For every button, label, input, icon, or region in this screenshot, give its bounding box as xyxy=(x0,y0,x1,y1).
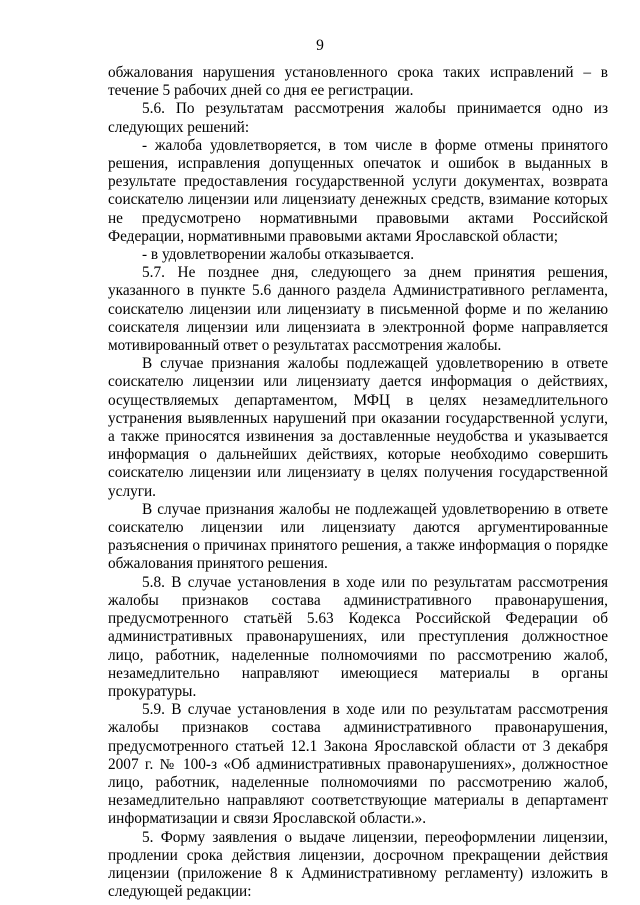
paragraph-complaint-rejected: В случае признания жалобы не подлежащей удовлетворению в ответе соискателю лицензии или лицензиату даются аргументированные разъяснения о причинах принятого решения, а также информация о порядке обжалования принятого решения. xyxy=(108,500,608,573)
paragraph-5-9: 5.9. В случае установления в ходе или по результатам рассмотрения жалобы признаков состава административного правонарушения, предусмотренного статьей 12.1 Закона Ярославской области от 3 декабря 2007 г. № 100-з «Об административных правонарушениях», должностное лицо, работник, наделенные полномочиями по рассмотрению жалоб, незамедлительно направляют соответствующие материалы в департамент информатизации и связи Ярославской области.». xyxy=(108,701,608,828)
document-body xyxy=(108,64,608,901)
paragraph-5-6: 5.6. По результатам рассмотрения жалобы принимается одно из следующих решений: xyxy=(108,100,608,136)
page-number: 9 xyxy=(316,37,324,54)
paragraph-complaint-upheld: В случае признания жалобы подлежащей удовлетворению в ответе соискателю лицензии или лицензиату дается информация о действиях, осуществляемых департаментом, МФЦ в целях незамедлительного устранения выявленных нарушений при оказании государственной услуги, а также приносятся извинения за доставленные неудобства и указывается информация о дальнейших действиях, которые необходимо совершить соискателю лицензии или лицензиату в целях получения государственной услуги. xyxy=(108,355,608,500)
paragraph-5-8: 5.8. В случае установления в ходе или по результатам рассмотрения жалобы признаков состава административного правонарушения, предусмотренного статьёй 5.63 Кодекса Российской Федерации об административных правонарушениях, или преступления должностное лицо, работник, наделенные полномочиями по рассмотрению жалоб, незамедлительно направляют имеющиеся материалы в органы прокуратуры. xyxy=(108,573,608,700)
paragraph-decision-satisfied: - жалоба удовлетворяется, в том числе в форме отмены принятого решения, исправления допущенных опечаток и ошибок в выданных в результате предоставления государственной услуги документах, возврата соискателю лицензии или лицензиату денежных средств, взимание которых не предусмотрено нормативными правовыми актами Российской Федерации, нормативными правовыми актами Ярославской области; xyxy=(108,136,608,245)
paragraph-decision-refused: - в удовлетворении жалобы отказывается. xyxy=(142,246,415,264)
paragraph-item-5: 5. Форму заявления о выдаче лицензии, переоформлении лицензии, продлении срока действия лицензии, досрочном прекращении действия лицензии (приложение 8 к Административному регламенту) изложить в следующей редакции: xyxy=(108,828,608,901)
paragraph-5-7: 5.7. Не позднее дня, следующего за днем принятия решения, указанного в пункте 5.6 данного раздела Административного регламента, соискателю лицензии или лицензиату в письменной форме и по желанию соискателя лицензии или лицензиата в электронной форме направляется мотивированный ответ о результатах рассмотрения жалобы. xyxy=(108,264,608,355)
paragraph-continuation: обжалования нарушения установленного срока таких исправлений – в течение 5 рабочих дней со дня ее регистрации. xyxy=(108,64,608,100)
